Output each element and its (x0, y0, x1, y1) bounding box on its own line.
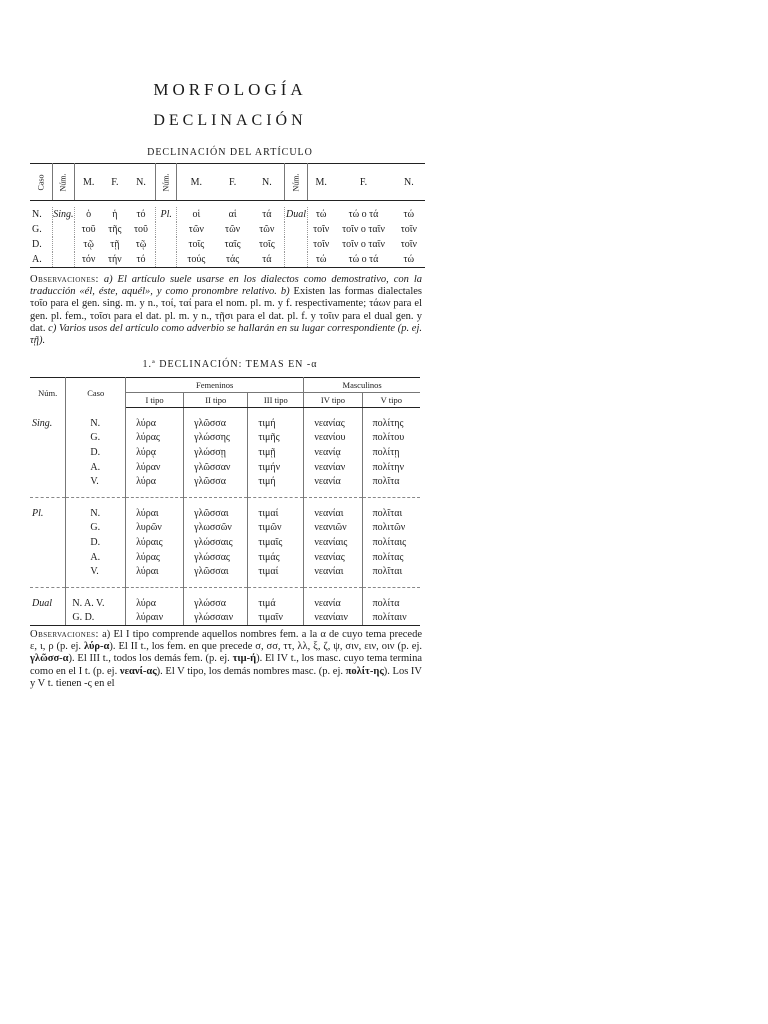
number-label-pl: Pl. (30, 506, 66, 521)
table-row: Pl. N. λύραι γλῶσσαι τιμαί νεανίαι πολῖται (32, 507, 403, 519)
header-f: F. (216, 164, 250, 201)
header-n: N. (393, 164, 425, 201)
obs-marker-b: b) (280, 286, 290, 298)
section-title: DECLINACIÓN (153, 112, 307, 129)
table-row: D. λύραις γλώσσαις τιμαῖς νεανίαις πολίταις (30, 535, 420, 550)
table-row: G. τοῦ τῆς τοῦ τῶν τῶν τῶν τοῖν τοῖν ο ταῖν τοῖν (32, 224, 417, 235)
observations-label: Observaciones: (30, 274, 99, 285)
number-label-dual: Dual (30, 596, 66, 611)
article-table-title: DECLINACIÓN DEL ARTÍCULO (147, 147, 313, 158)
header-m: M. (308, 164, 335, 201)
table-row: G. λύρας γλώσσης τιμῆς νεανίου πολίτου (30, 431, 420, 446)
header-n: N. (127, 164, 156, 201)
header-m: M. (177, 164, 216, 201)
header-tipo-3: III tipo (248, 393, 304, 408)
table-row: V. λύρα γλῶσσα τιμή νεανία πολῖτα (30, 474, 420, 489)
table-row: A. τόν τήν τό τούς τάς τά τώ τώ ο τά τώ (30, 252, 425, 268)
number-label-sing: Sing. (30, 416, 66, 431)
table-row: D. λύρᾳ γλώσσῃ τιμῇ νεανίᾳ πολίτῃ (30, 445, 420, 460)
first-declension-title: 1.ª DECLINACIÓN: TEMAS EN -α (142, 359, 318, 370)
header-num: Núm. (30, 378, 66, 408)
page-title: MORFOLOGÍA (153, 80, 307, 99)
article-header-row (30, 164, 425, 201)
table-row: G. λυρῶν γλωσσῶν τιμῶν νεανιῶν πολιτῶν (30, 521, 420, 536)
header-tipo-4: IV tipo (304, 393, 362, 408)
table-row: D. τῷ τῇ τῷ τοῖς ταῖς τοῖς τοῖν τοῖν ο ταῖν τοῖν (32, 239, 417, 250)
header-caso: Caso (36, 174, 46, 190)
obs-text-a: a) El artículo suele usarse en los dialectos como demostrativo, con la traducción «él, éste, aquél», y como pronombre relativo. (30, 274, 422, 298)
header-masculinos: Masculinos (304, 378, 420, 393)
article-declension-table (30, 163, 425, 268)
header-tipo-2: II tipo (184, 393, 248, 408)
observations-label: Observaciones: (30, 629, 99, 640)
header-femeninos: Femeninos (126, 378, 304, 393)
table-row: Sing. N. λύρα γλῶσσα τιμή νεανίας πολίτης (32, 417, 404, 429)
header-num: Núm. (291, 173, 301, 191)
table-row: A. λύραν γλῶσσαν τιμήν νεανίαν πολίτην (30, 460, 420, 475)
observations-first-declension: Observaciones: a) El I tipo comprende aquellos nombres fem. a la α de cuyo tema precede ε, ι, ρ (p. ej. λύρ-α). El II t., los fem. en que precede σ, σσ, ττ, λλ, ξ, ζ, ψ, σιν, ειν, οιν (p. ej. γλῶσσ-α). El III t., todos los demás fem. (p. ej. τιμ-ή). El IV t., los masc. cuyo tema termina como en el I t. (p. ej. νεανί-ας). El V tipo, los demás nombres masc. (p. ej. πολίτ-ης). Los IV y V t. tienen -ς en el (30, 629, 422, 689)
header-num: Núm. (161, 173, 171, 191)
header-n: N. (250, 164, 285, 201)
obs-text-b: Existen las formas dialectales τοῖο para el gen. sing. m. y n., τοί, ταί para el nom. pl. m. y f. respectivamente; τάων para el gen. pl. fem., τοῖσι para el dat. pl. m. y n., τῇσι para el dat. pl. f. y τοῖιν para el dual gen. y dat. (30, 286, 422, 334)
header-f: F. (103, 164, 127, 201)
header-f: F. (334, 164, 392, 201)
header-tipo-1: I tipo (126, 393, 184, 408)
table-row: N. Sing. ὁ ἡ τό Pl. οἱ αἱ τά Dual τώ τώ ο τά τώ (32, 209, 415, 220)
header-m: M. (74, 164, 103, 201)
table-row: V. λύραι γλῶσσαι τιμαί νεανίαι πολῖται (30, 564, 420, 579)
header-caso: Caso (66, 378, 126, 408)
first-declension-table (30, 377, 420, 626)
table-row: A. λύρας γλώσσας τιμάς νεανίας πολίτας (30, 550, 420, 565)
obs-text-c: c) Varios usos del artículo como adverbio se hallarán en su lugar correspondiente (p. ej. τῇ). (30, 322, 423, 347)
header-num: Núm. (58, 173, 68, 191)
observations-article (30, 274, 422, 347)
table-row: Dual N. A. V. λύρα γλώσσα τιμά νεανία πολίτα (32, 597, 400, 609)
header-tipo-5: V tipo (362, 393, 420, 408)
table-row: G. D. λύραιν γλώσσαιν τιμαῖν νεανίαιν πολίταιν (30, 611, 420, 626)
